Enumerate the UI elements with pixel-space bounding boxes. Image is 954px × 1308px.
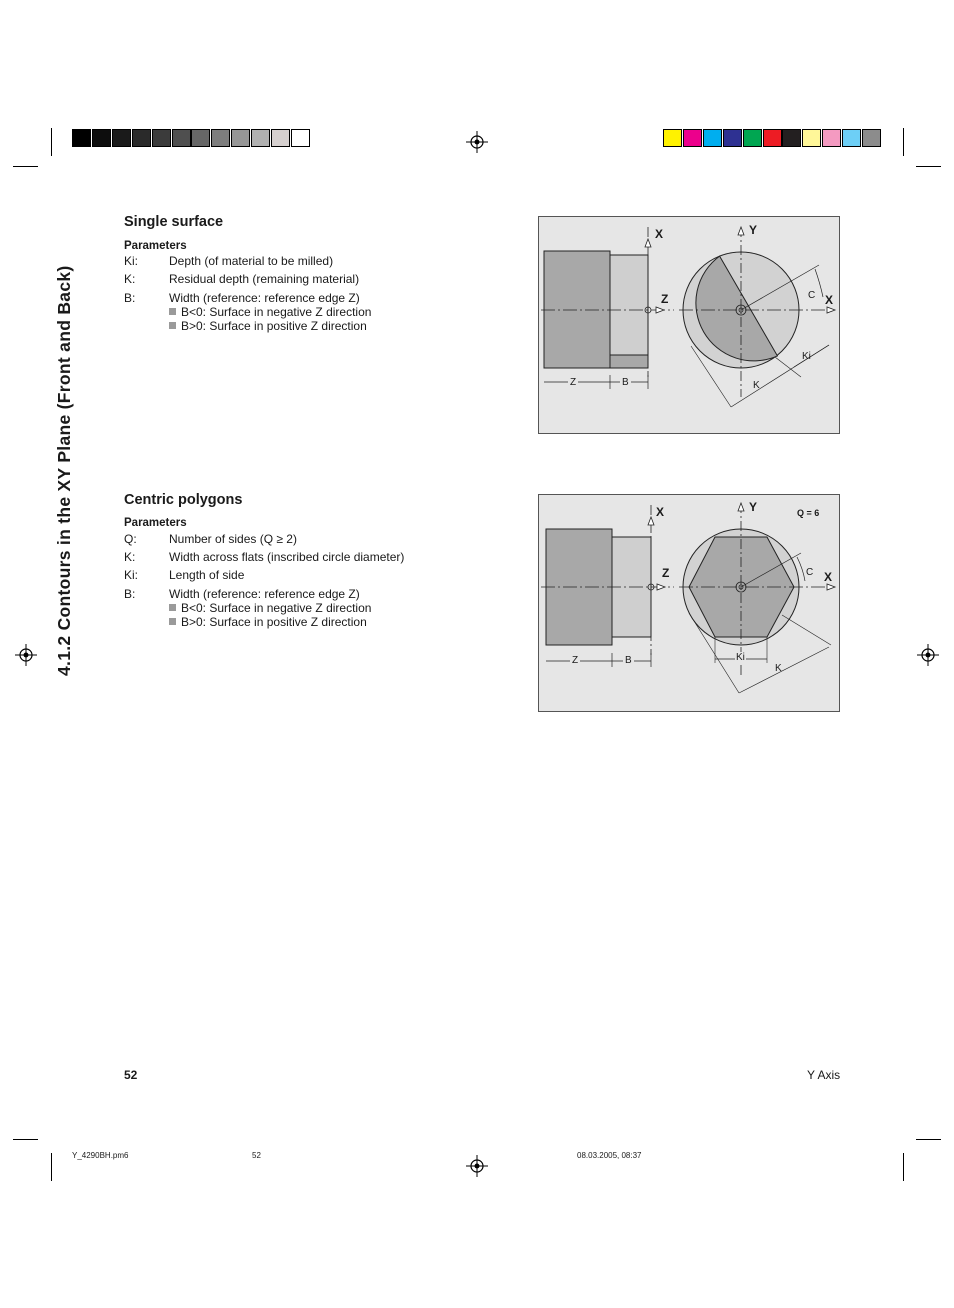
crop-mark — [51, 128, 52, 156]
bullet-item: B>0: Surface in positive Z direction — [169, 615, 367, 629]
label-k: K — [775, 663, 782, 674]
parameter-desc: Width across flats (inscribed circle diameter) — [169, 550, 405, 564]
parameter-key: Q: — [124, 532, 137, 546]
figure-single-surface — [538, 216, 840, 434]
dim-label-b: B — [625, 655, 632, 666]
color-swatch — [663, 129, 682, 147]
bullet-item: B<0: Surface in negative Z direction — [169, 601, 371, 615]
parameter-key: K: — [124, 272, 136, 286]
color-swatch — [231, 129, 250, 147]
color-swatch — [743, 129, 762, 147]
color-swatch — [211, 129, 230, 147]
dim-label-z: Z — [572, 655, 579, 666]
color-swatch — [251, 129, 270, 147]
parameter-key: K: — [124, 550, 136, 564]
color-swatch — [683, 129, 702, 147]
figure-centric-polygons — [538, 494, 840, 712]
bullet-item: B<0: Surface in negative Z direction — [169, 305, 371, 319]
crop-mark — [903, 1153, 904, 1181]
parameter-key: Ki: — [124, 568, 139, 582]
label-q: Q = 6 — [797, 508, 820, 518]
color-swatch — [763, 129, 782, 147]
square-bullet-icon — [169, 322, 176, 329]
registration-mark-icon — [916, 643, 940, 667]
centric-polygon-diagram — [539, 495, 841, 713]
color-swatch — [703, 129, 722, 147]
square-bullet-icon — [169, 618, 176, 625]
dim-label-b: B — [622, 377, 629, 388]
parameter-row — [124, 254, 333, 268]
parameters-heading: Parameters — [124, 517, 187, 529]
axis-label-x-end: X — [824, 570, 833, 584]
section-side-title: 4.1.2 Contours in the XY Plane (Front and Back) — [54, 265, 74, 676]
parameter-row — [124, 587, 360, 601]
parameters-heading: Parameters — [124, 240, 187, 252]
page-number: 52 — [124, 1068, 138, 1082]
color-swatch — [723, 129, 742, 147]
axis-label-x: X — [656, 505, 665, 519]
axis-label-y: Y — [749, 223, 758, 237]
crop-mark — [51, 1153, 52, 1181]
axis-label-x-end: X — [825, 293, 834, 307]
slug-filename: Y_4290BH.pm6 — [72, 1151, 129, 1160]
parameter-row — [124, 532, 297, 546]
parameter-row — [124, 550, 404, 564]
color-swatch — [92, 129, 111, 147]
section-heading-centric-polygons: Centric polygons — [124, 492, 243, 508]
color-swatch — [782, 129, 801, 147]
slug-date: 08.03.2005, 08:37 — [577, 1151, 642, 1160]
axis-label-x: X — [655, 227, 664, 241]
crop-mark — [916, 166, 941, 167]
crop-mark — [903, 128, 904, 156]
color-swatch — [172, 129, 191, 147]
parameter-desc: Residual depth (remaining material) — [169, 272, 360, 286]
color-swatch — [842, 129, 861, 147]
parameter-desc: Width (reference: reference edge Z) — [169, 291, 360, 305]
parameter-row — [124, 291, 360, 305]
color-swatch — [291, 129, 310, 147]
color-swatch — [802, 129, 821, 147]
square-bullet-icon — [169, 604, 176, 611]
parameter-key: Ki: — [124, 254, 139, 268]
crop-mark — [13, 1139, 38, 1140]
slug-page: 52 — [252, 1151, 261, 1160]
axis-label-z: Z — [661, 292, 669, 306]
color-swatch — [112, 129, 131, 147]
axis-label-z: Z — [662, 566, 670, 580]
label-c: C — [808, 290, 816, 301]
section-heading-single-surface: Single surface — [124, 214, 224, 230]
parameter-desc: Length of side — [169, 568, 245, 582]
registration-mark-icon — [465, 1154, 489, 1178]
color-swatch — [271, 129, 290, 147]
color-swatch — [132, 129, 151, 147]
color-swatch — [862, 129, 881, 147]
color-swatch — [72, 129, 91, 147]
label-ki: Ki — [802, 351, 811, 362]
crop-mark — [916, 1139, 941, 1140]
label-ki: Ki — [736, 652, 745, 663]
axis-label-y: Y — [749, 500, 758, 514]
color-swatch — [152, 129, 171, 147]
crop-mark — [13, 166, 38, 167]
label-c: C — [806, 567, 814, 578]
square-bullet-icon — [169, 308, 176, 315]
parameter-desc: Depth (of material to be milled) — [169, 254, 334, 268]
parameter-desc: Width (reference: reference edge Z) — [169, 587, 360, 601]
color-swatch — [822, 129, 841, 147]
parameter-key: B: — [124, 291, 136, 305]
parameter-desc: Number of sides (Q ≥ 2) — [169, 532, 297, 546]
parameter-key: B: — [124, 587, 136, 601]
parameter-row — [124, 272, 359, 286]
single-surface-diagram — [539, 217, 841, 435]
running-footer-section: Y Axis — [807, 1068, 841, 1082]
parameter-row — [124, 568, 244, 582]
color-swatch — [191, 129, 210, 147]
registration-mark-icon — [14, 643, 38, 667]
bullet-item: B>0: Surface in positive Z direction — [169, 319, 367, 333]
registration-mark-icon — [465, 130, 489, 154]
dim-label-z: Z — [570, 377, 577, 388]
label-k: K — [753, 380, 760, 391]
